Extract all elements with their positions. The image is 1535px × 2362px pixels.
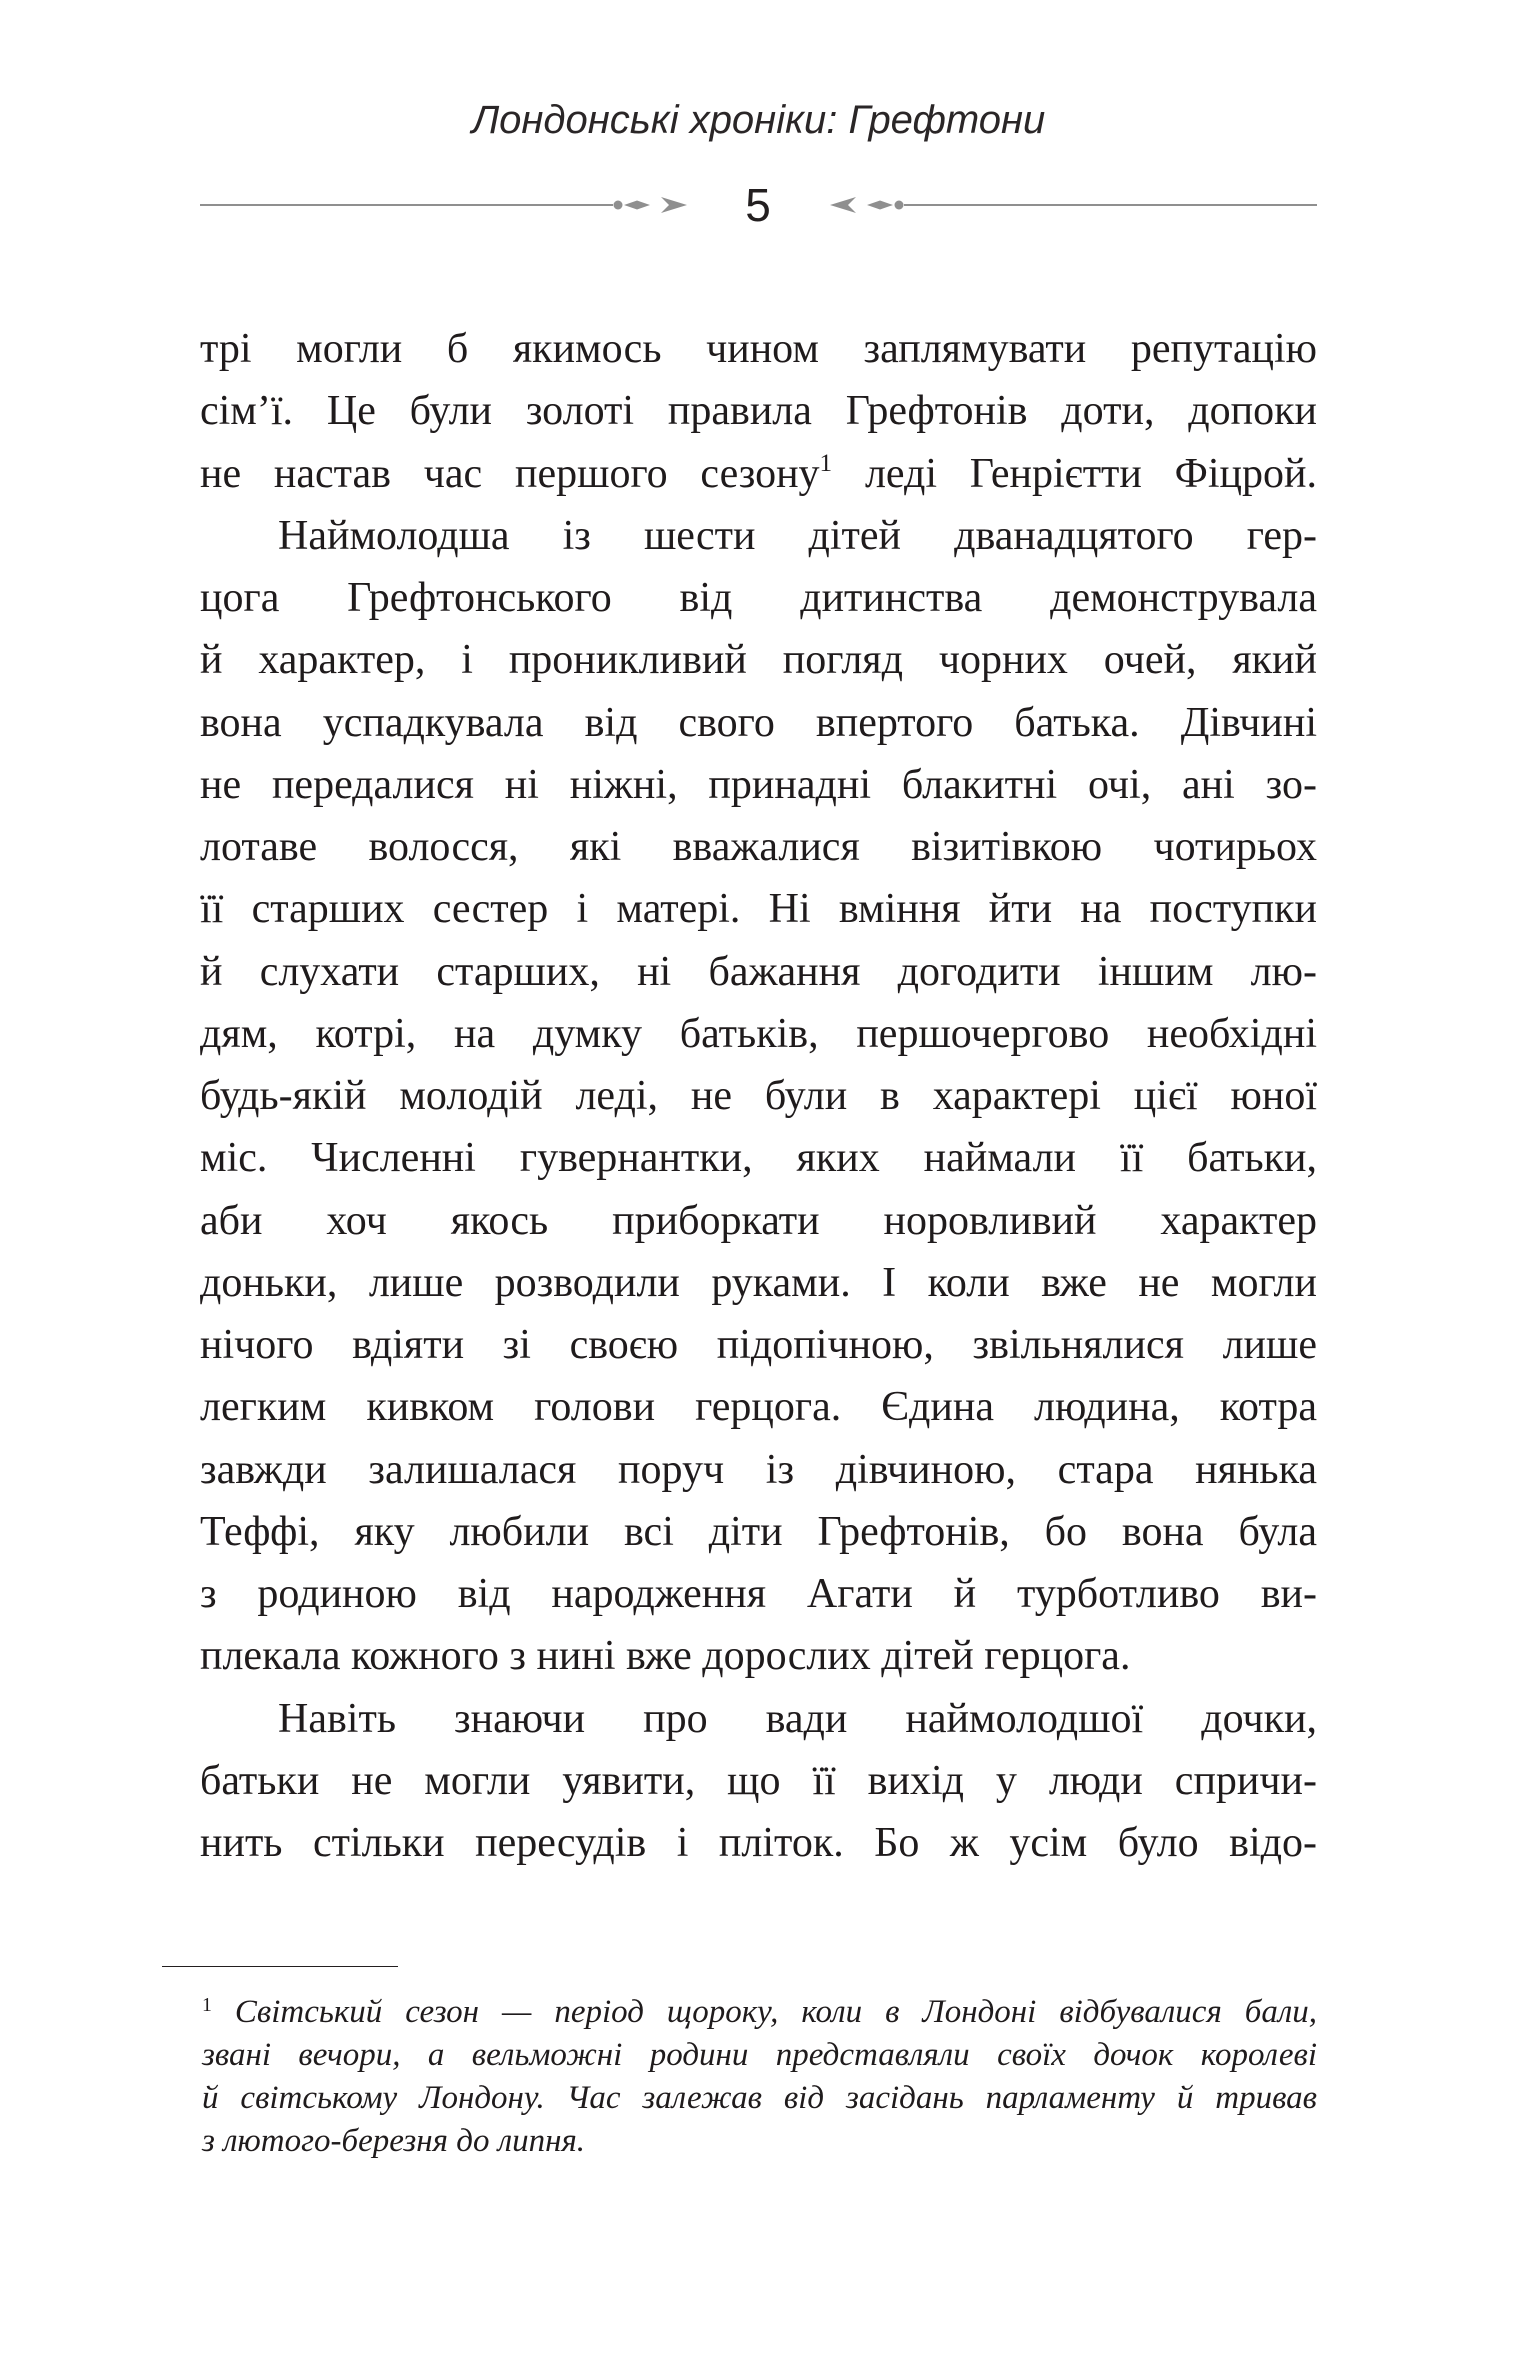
body-line: будь-якій молодій леді, не були в характері цієї юної: [200, 1073, 1317, 1119]
body-line: доньки, лише розводили руками. І коли вже не могли: [200, 1259, 1317, 1306]
body-text-segment: леді Генрієтти Фіцрой.: [864, 450, 1317, 497]
body-line: й характер, і проникливий погляд чорних очей, який: [200, 637, 1317, 684]
body-line: батьки не могли уявити, що її вихід у люди спричи-: [200, 1757, 1317, 1804]
body-line: цога Грефтонського від дитинства демонструвала: [200, 575, 1317, 621]
body-line: й слухати старших, ні бажання догодити іншим лю-: [200, 948, 1317, 995]
body-line: сім’ї. Це були золоті правила Грефтонів доти, допоки: [200, 388, 1317, 435]
paragraph: [200, 505, 1317, 1688]
body-line: міс. Численні гувернантки, яких наймали її батьки,: [200, 1135, 1317, 1182]
body-line: Теффі, яку любили всі діти Грефтонів, бо вона була: [200, 1508, 1317, 1555]
footnote: [202, 1991, 1317, 2163]
body-line: аби хоч якось приборкати норовливий характер: [200, 1197, 1317, 1244]
footnote-line: [202, 1991, 1317, 2034]
footnote-reference: 1: [819, 449, 833, 477]
footnote-text: Світський сезон — період щороку, коли в Лондоні відбувалися бали,: [234, 1994, 1317, 2030]
body-line: з родиною від народження Агати й турботливо ви-: [200, 1571, 1317, 1617]
body-line: [200, 443, 1317, 505]
left-fleuron-icon: [614, 197, 688, 213]
body-line: Навіть знаючи про вади наймолодшої дочки,: [278, 1695, 1317, 1742]
body-line: лотаве волосся, які вважалися візитівкою чотирьох: [200, 824, 1317, 870]
body-line: дям, котрі, на думку батьків, першочергово необхідні: [200, 1010, 1317, 1057]
body-line: легким кивком голови герцога. Єдина людина, котра: [200, 1384, 1317, 1431]
body-line: вона успадкувала від свого впертого батька. Дівчині: [200, 699, 1317, 746]
body-line: не передалися ні ніжні, принадні блакитні очі, ані зо-: [200, 761, 1317, 808]
paragraph: [200, 1688, 1317, 1875]
running-header: Лондонські хроніки: Грефтони: [471, 98, 1046, 142]
body-line: трі могли б якимось чином заплямувати репутацію: [200, 326, 1317, 372]
body-text: [200, 318, 1317, 1874]
footnote-line: з лютого-березня до липня.: [202, 2123, 586, 2159]
footnote-rule: [162, 1966, 398, 1967]
body-line: її старших сестер і матері. Ні вміння йти на поступки: [200, 886, 1317, 933]
footnote-line: й світському Лондону. Час залежав від засідань парламенту й тривав: [202, 2080, 1317, 2116]
body-line: нить стільки пересудів і пліток. Бо ж усім було відо-: [200, 1820, 1317, 1866]
page-number: 5: [745, 179, 771, 231]
footnote-marker: 1: [202, 1993, 212, 2016]
paragraph: [200, 318, 1317, 505]
body-line: Наймолодша із шести дітей дванадцятого гер-: [278, 512, 1317, 559]
body-line: завжди залишалася поруч із дівчиною, стара нянька: [200, 1446, 1317, 1493]
body-line: плекала кожного з нині вже дорослих дітей герцога.: [200, 1633, 1131, 1680]
footnote-line: звані вечори, а вельможні родини представляли своїх дочок королеві: [202, 2037, 1317, 2073]
body-line: нічого вдіяти зі своєю підопічною, звільнялися лише: [200, 1322, 1317, 1368]
body-text-segment: не настав час першого сезону: [200, 450, 820, 497]
right-fleuron-icon: [830, 197, 904, 213]
